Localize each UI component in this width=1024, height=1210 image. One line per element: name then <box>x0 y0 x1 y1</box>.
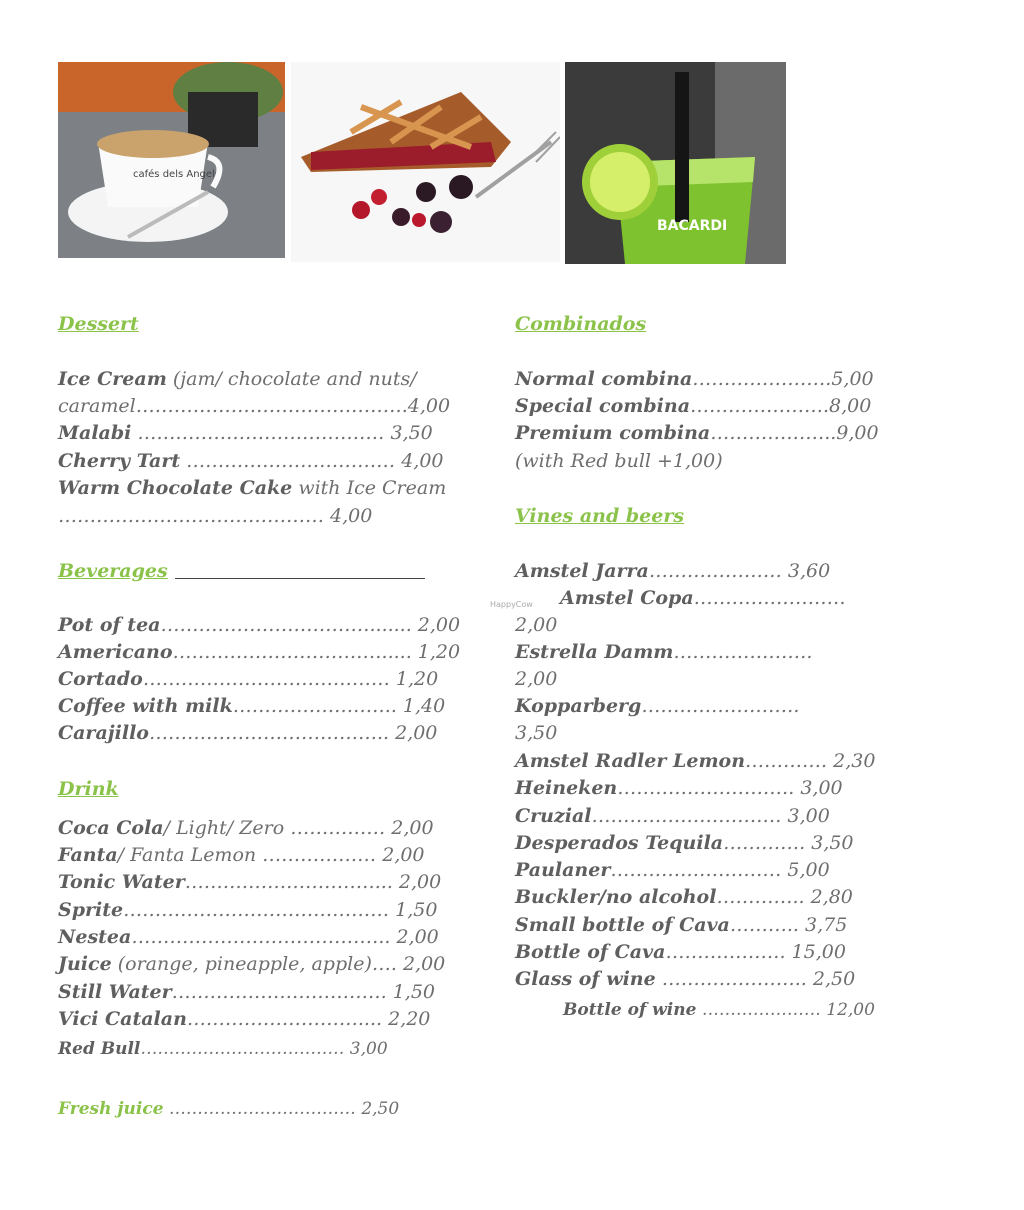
menu-item: Still Water……………………………. 1,50 <box>58 981 436 1003</box>
menu-item: Juice (orange, pineapple, apple)…. 2,00 <box>58 953 446 975</box>
menu-item: Fanta/ Fanta Lemon ……………… 2,00 <box>58 844 425 866</box>
menu-item: Malabi ………………………………… 3,50 <box>58 422 433 444</box>
menu-item: Vici Catalan……………………….... 2,20 <box>58 1008 431 1030</box>
menu-item: (with Red bull +1,00) <box>515 450 723 472</box>
menu-item: Bottle of Cava………………. 15,00 <box>515 941 846 963</box>
menu-item: Cortado………………………………… 1,20 <box>58 668 439 690</box>
menu-item: Buckler/no alcohol………….. 2,80 <box>515 886 853 908</box>
watermark-text: HappyCow <box>490 600 533 609</box>
menu-item: Amstel Radler Lemon…………. 2,30 <box>515 750 876 772</box>
section-title-dessert: Dessert <box>58 313 139 335</box>
fresh-juice-item: Fresh juice …………………………… 2,50 <box>58 1099 400 1119</box>
menu-item: Ice Cream (jam/ chocolate and nuts/ <box>58 368 417 390</box>
menu-item: 2,00 <box>515 668 558 690</box>
menu-item: Amstel Jarra………………… 3,60 <box>515 560 831 582</box>
menu-item: 3,50 <box>515 722 558 744</box>
menu-item: Coffee with milk…………………….. 1,40 <box>58 695 446 717</box>
menu-item: Small bottle of Cava……….. 3,75 <box>515 914 848 936</box>
menu-item: Heineken………………………. 3,00 <box>515 777 843 799</box>
section-title-vines-and-beers: Vines and beers <box>515 505 685 527</box>
menu-item: Tonic Water…………………………... 2,00 <box>58 871 442 893</box>
menu-item: Premium combina………………..9,00 <box>515 422 879 444</box>
section-title-beverages: Beverages <box>58 560 168 582</box>
menu-item: Cruzial………………………… 3,00 <box>515 805 830 827</box>
coffee-photo <box>58 62 285 258</box>
menu-item: Carajillo……………………………….. 2,00 <box>58 722 438 744</box>
mojito-photo <box>565 62 786 264</box>
menu-item: Paulaner……………………… 5,00 <box>515 859 830 881</box>
menu-item: Cherry Tart …………………………… 4,00 <box>58 450 444 472</box>
menu-item: Bottle of wine ………………… 12,00 <box>563 1000 875 1020</box>
underline-rule <box>175 578 425 579</box>
menu-item: Warm Chocolate Cake with Ice Cream <box>58 477 447 499</box>
cherry-tart-photo <box>291 62 560 262</box>
menu-item: Estrella Damm…………………. <box>515 641 813 663</box>
menu-item: Special combina………………….8,00 <box>515 395 872 417</box>
section-title-drink: Drink <box>58 778 119 800</box>
menu-item: …………………………………… 4,00 <box>58 505 373 527</box>
menu-item: Glass of wine ………………….. 2,50 <box>515 968 856 990</box>
menu-item: Sprite…………………………………… 1,50 <box>58 899 438 921</box>
menu-item: Pot of tea……………………………....... 2,00 <box>58 614 461 636</box>
menu-item: Red Bull……………………………… 3,00 <box>58 1039 388 1059</box>
menu-item: Coca Cola/ Light/ Zero …………… 2,00 <box>58 817 434 839</box>
menu-item: Kopparberg……………………. <box>515 695 800 717</box>
menu-item: Desperados Tequila…………. 3,50 <box>515 832 854 854</box>
menu-item: caramel…………………………………….4,00 <box>58 395 451 417</box>
menu-item: Normal combina………………….5,00 <box>515 368 874 390</box>
glass-logo-text: BACARDI <box>657 218 728 234</box>
menu-item: Nestea………………………………….. 2,00 <box>58 926 439 948</box>
menu-item: Amstel Copa…………………… <box>560 587 846 609</box>
menu-item: 2,00 <box>515 614 558 636</box>
section-title-combinados: Combinados <box>515 313 647 335</box>
menu-item: Americano……………………………..... 1,20 <box>58 641 461 663</box>
cup-logo-text: cafés dels Angels <box>133 169 221 180</box>
